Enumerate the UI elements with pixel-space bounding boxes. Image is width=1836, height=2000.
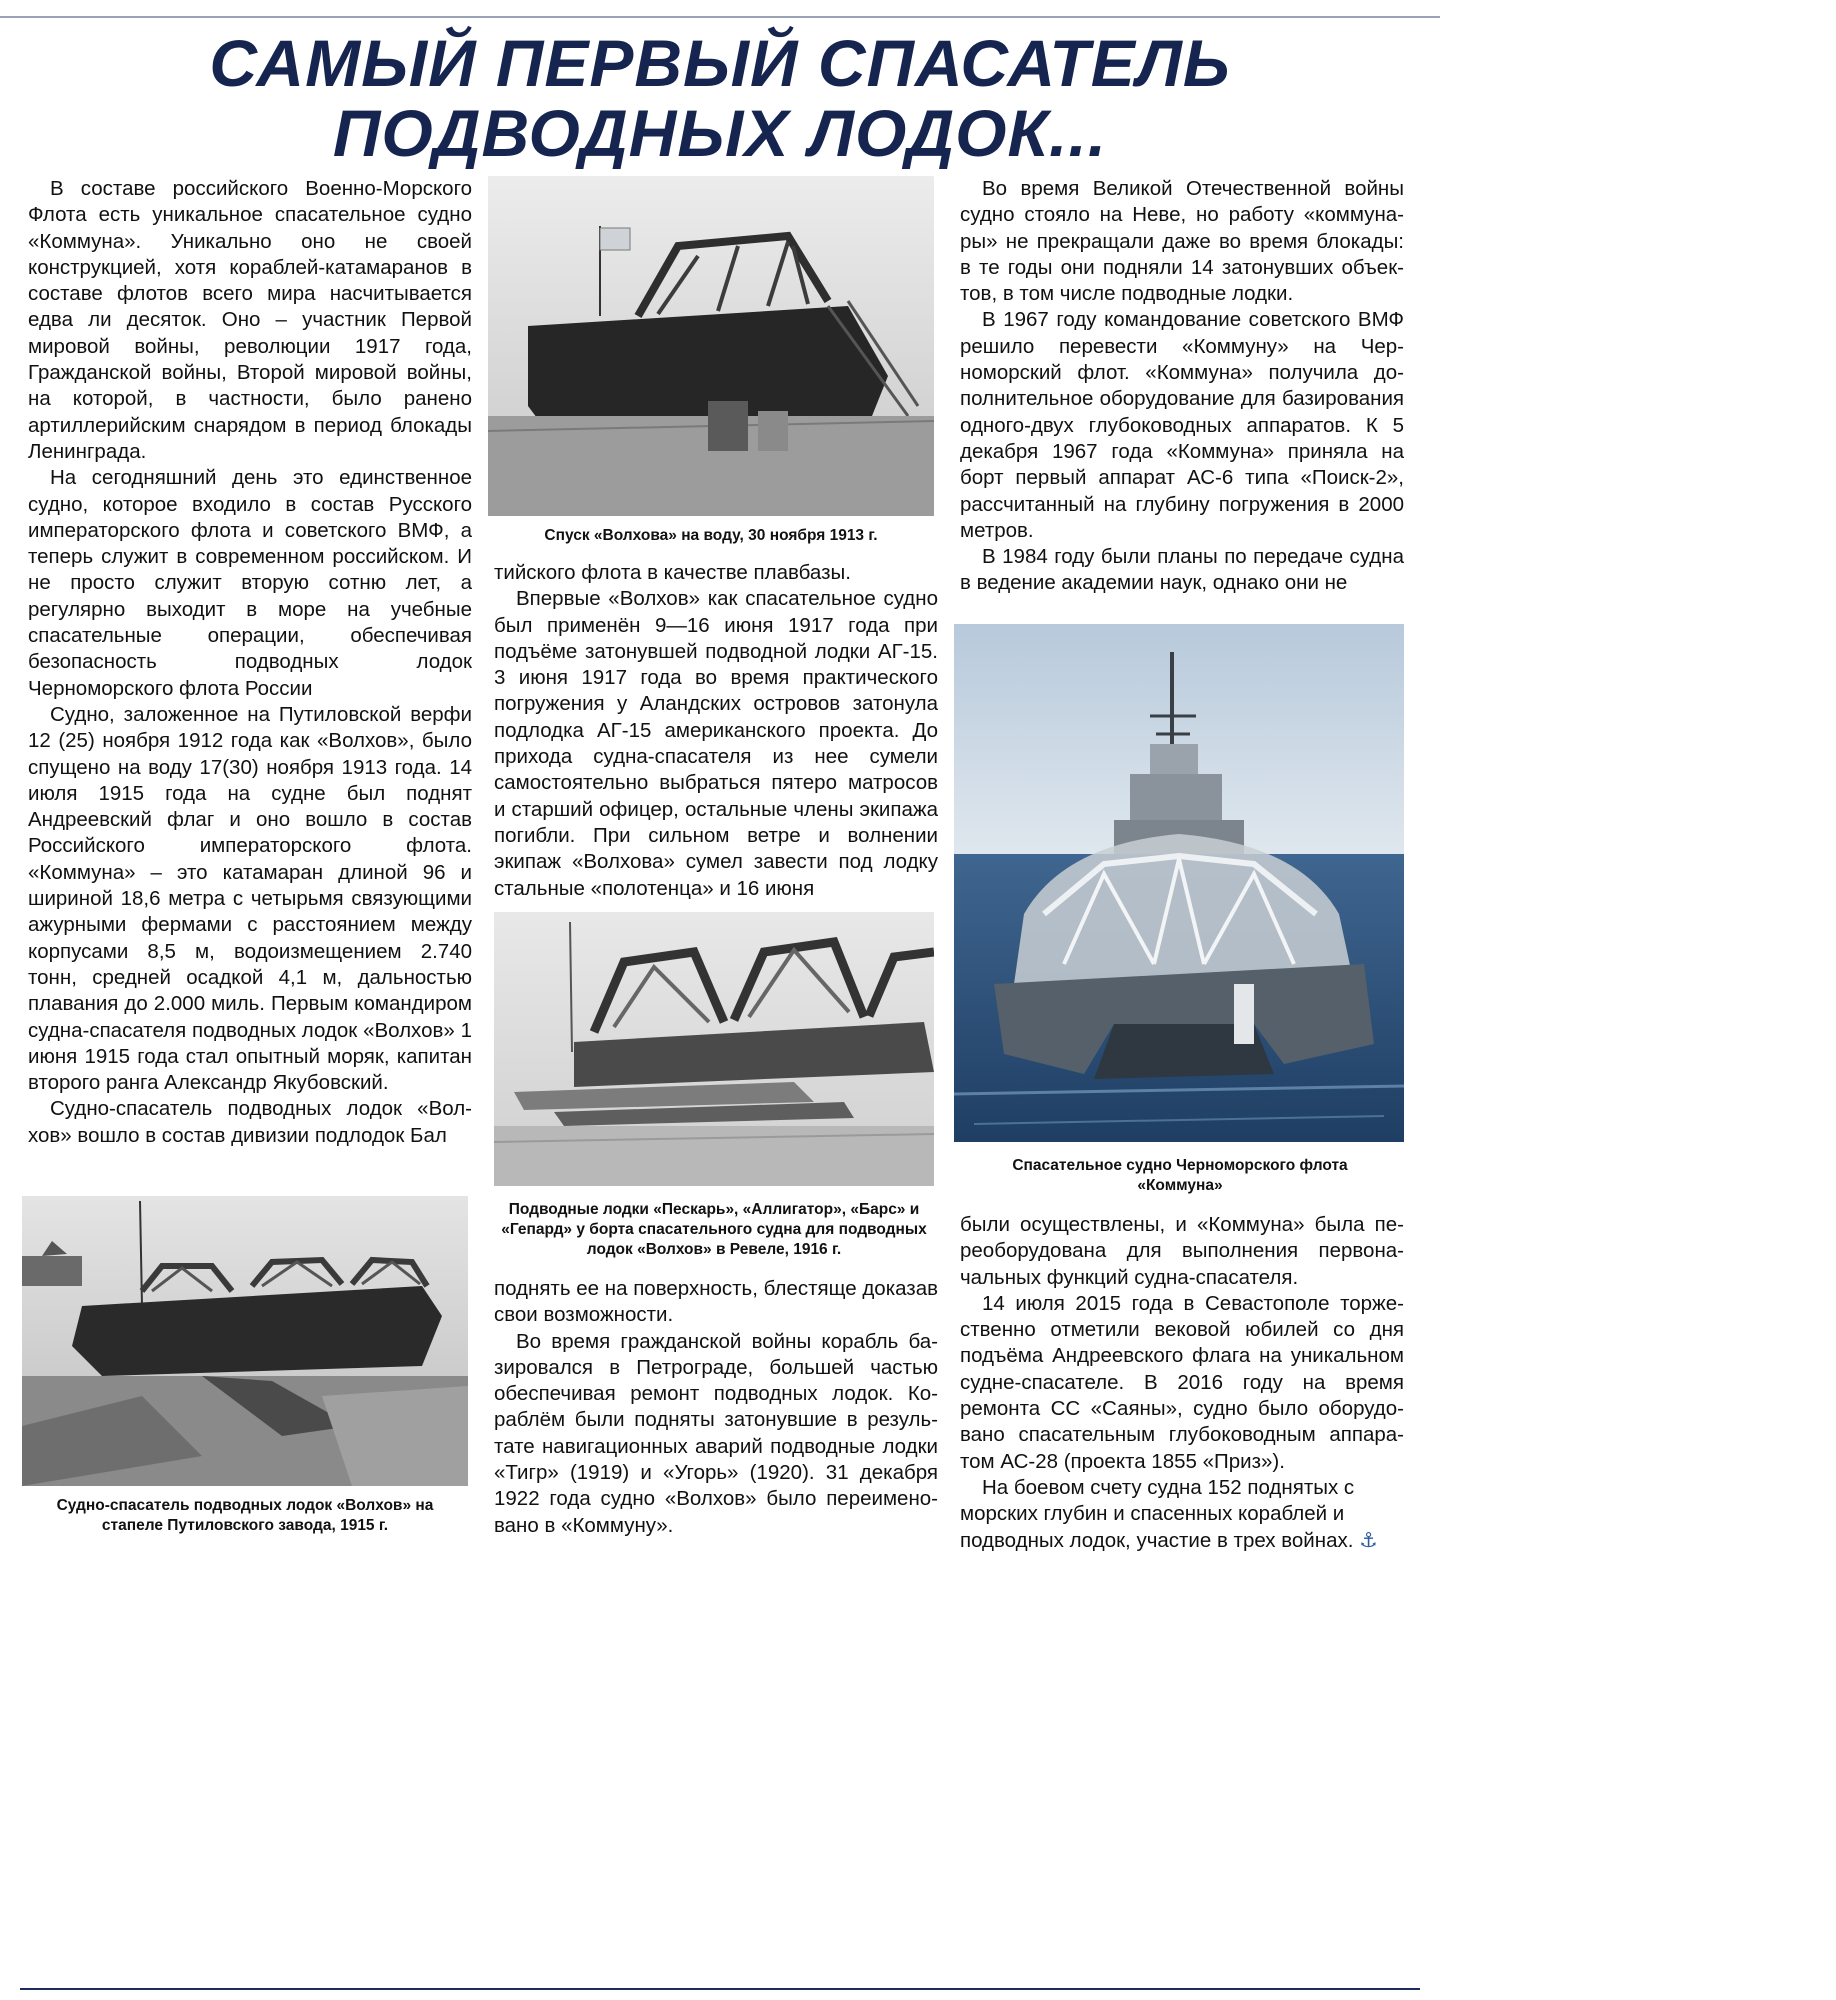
photo-submarines-1916 bbox=[494, 912, 934, 1186]
top-rule bbox=[0, 16, 1440, 18]
paragraph: Судно, заложенное на Путиловской верфи 12 (25) ноября 1912 года как «Волхов», было спущено на воду 17(30) ноября 1913 года. 14 июля 1915 года на судне был поднят Андреевский флаг и оно вошло в состав Российского императорского флота. «Коммуна» – это катамаран длиной 96 и шириной 18,6 метра с четырьмя связующими ажурными фермами с расстоянием между корпусами 8,5 м, водоизмещением 2.740 тонн, средней осадкой 4,1 м, дальностью плавания до 2.000 миль. Первым командиром судна-спасателя подводных лодок «Волхов» 1 июня 1915 года стал опытный моряк, капитан второго ранга Александр Якубовский. bbox=[28, 702, 472, 1095]
paragraph: 14 июля 2015 года в Севастополе торжественно отметили вековой юбилей со дня подъёма Андреевского флага на уникальном судне-спасателе. В 2016 году на время ремонта СС «Саяны», судно было оборудовано спасательным глубоководным аппаратом АС-28 (проекта 1855 «Приз»). bbox=[960, 1291, 1404, 1473]
column-3-bottom bbox=[960, 1212, 1404, 1554]
article-title: САМЫЙ ПЕРВЫЙ СПАСАТЕЛЬ ПОДВОДНЫХ ЛОДОК... bbox=[209, 26, 1231, 170]
column-3-top bbox=[960, 176, 1404, 597]
column-2-top bbox=[494, 560, 938, 902]
paragraph: В 1967 году командование советского ВМФ решило перевести «Коммуну» на Черноморский флот. «Коммуна» получила дополнительное оборудование для базирования одного-двух глубоководных аппаратов. К 5 декабря 1967 года «Коммуна» приняла на борт первый аппарат АС-6 типа «Поиск-2», рассчитанный на глубину погружения в 2000 метров. bbox=[960, 308, 1404, 542]
caption-launch: Спуск «Волхова» на воду, 30 ноября 1913 г. bbox=[544, 527, 878, 544]
anchor-icon: ⚓ bbox=[1359, 1528, 1378, 1552]
photo-slipway-1915 bbox=[22, 1196, 468, 1486]
paragraph: Судно-спасатель подводных лодок «Волхов» вошло в состав дивизии подлодок Бал bbox=[28, 1097, 472, 1147]
caption-slipway: Судно-спасатель подводных лодок «Волхов» на стапеле Путиловского завода, 1915 г. bbox=[56, 1497, 434, 1534]
paragraph: Во время Великой Отечественной войны судно стояло на Неве, но работу «коммунары» не прекращали даже во время блокады: в те годы они подняли 14 затонувших объектов, в том числе подводные лодки. bbox=[960, 177, 1404, 306]
caption-submarines: Подводные лодки «Пескарь», «Аллигатор», «Барс» и «Гепард» у борта спасательного судна для подводных лодок «Волхов» в Ревеле, 1916 г. bbox=[501, 1201, 927, 1258]
caption-kommuna: Спасательное судно Черноморского флота «Коммуна» bbox=[1012, 1157, 1348, 1194]
paragraph: тийского флота в качестве плавбазы. bbox=[494, 561, 851, 584]
photo-launch-1913 bbox=[488, 176, 934, 516]
paragraph: В 1984 году были планы по передаче судна в ведение академии наук, однако они не bbox=[960, 545, 1404, 595]
paragraph: На сегодняшний день это единственное судно, которое входило в состав Русского императорского флота и советского ВМФ, а теперь служит в современном российском. И не просто служит вторую сотню лет, а регулярно выходит в море на учебные спасательные операции, обеспечивая безопасность подводных лодок Черноморского флота России bbox=[28, 466, 472, 700]
final-sentence: На боевом счету судна 152 поднятых с морских глубин и спасенных кораблей и подводных лодок, участие в трех войнах. bbox=[960, 1475, 1355, 1552]
column-2-bottom bbox=[494, 1276, 938, 1539]
paragraph: В составе российского Военно-Морского Флота есть уникальное спасательное судно «Коммуна». Уникально оно не своей конструкцией, хотя кораблей-катамаранов в составе флотов всего мира насчитывается едва ли десяток. Оно – участник Первой мировой войны, революции 1917 года, Гражданской войны, Второй мировой войны, на которой, в частности, было ранено артиллерийским снарядом в период блокады Ленинграда. bbox=[28, 177, 472, 463]
paragraph: Во время гражданской войны корабль базировался в Петрограде, большей частью обеспечивая ремонт подводных лодок. Кораблём были подняты затонувшие в результате навигационных аварий подводные лодки «Тигр» (1919) и «Угорь» (1920). 31 декабря 1922 года судно «Волхов» было переименовано в «Коммуну». bbox=[494, 1329, 938, 1537]
photo-kommuna-modern bbox=[954, 624, 1404, 1142]
column-1 bbox=[28, 176, 472, 1149]
paragraph: поднять ее на поверхность, блестяще доказав свои возможности. bbox=[494, 1277, 938, 1327]
paragraph: Впервые «Волхов» как спасательное судно был применён 9—16 июня 1917 года при подъёме затонувшей подводной лодки АГ-15. 3 июня 1917 года во время практического погружения у Аландских островов затонула подлодка АГ-15 американского проекта. До прихода судна-спасателя из нее сумели самостоятельно выбраться пятеро матросов и старший офицер, остальные члены экипажа погибли. При сильном ветре и волнении экипаж «Волхова» сумел завести под лодку стальные «полотенца» и 16 июня bbox=[494, 587, 938, 900]
paragraph: были осуществлены, и «Коммуна» была переоборудована для выполнения первоначальных функций судна-спасателя. bbox=[960, 1213, 1404, 1289]
paragraph bbox=[960, 1475, 1404, 1554]
bottom-rule bbox=[20, 1988, 1420, 1990]
